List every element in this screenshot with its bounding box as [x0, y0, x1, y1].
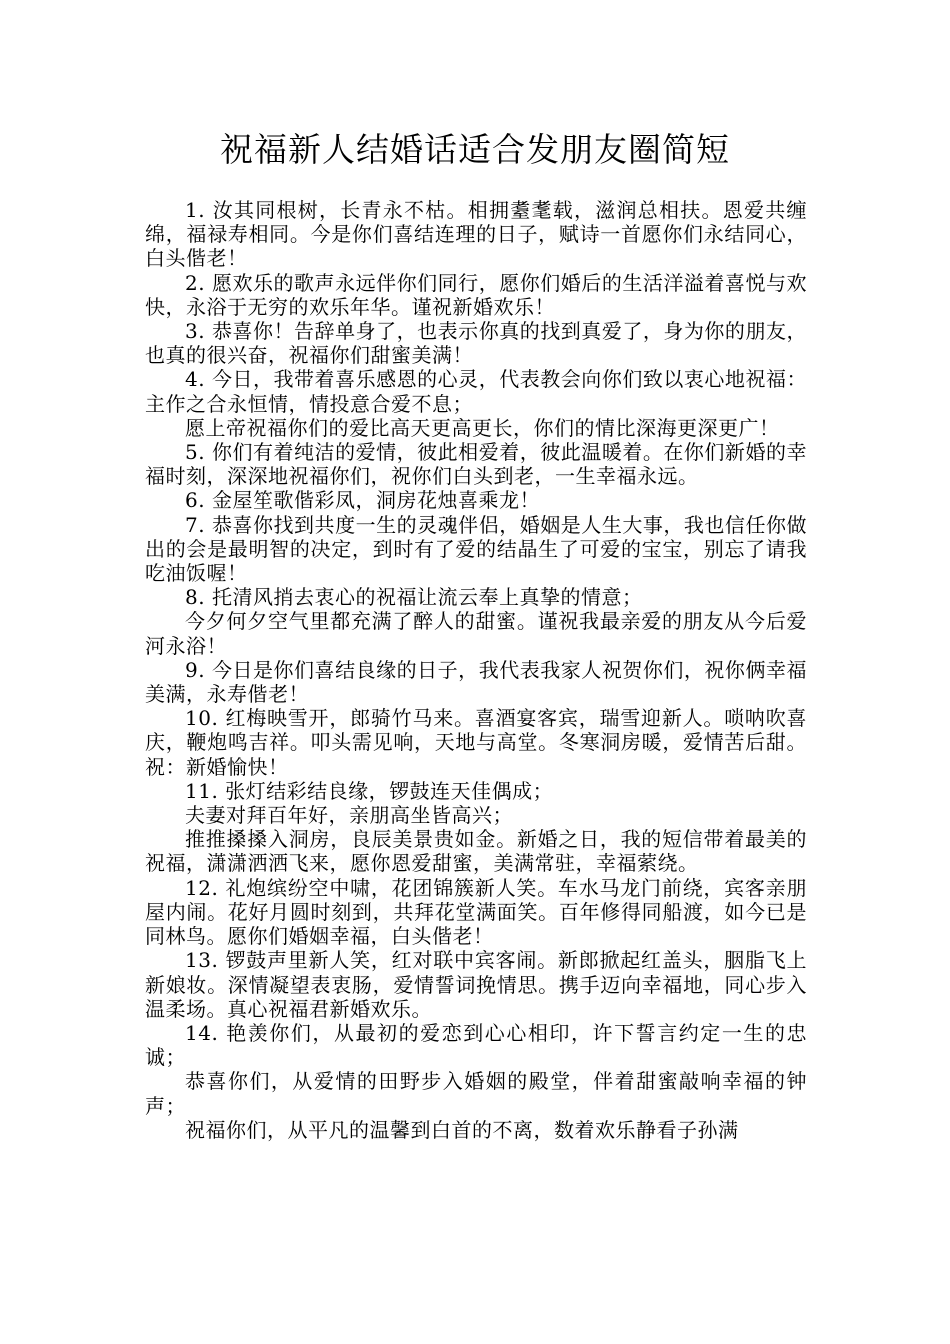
paragraph: 3. 恭喜你！告辞单身了，也表示你真的找到真爱了，身为你的朋友，也真的很兴奋，祝福你们甜蜜美满！ [145, 319, 807, 368]
paragraph: 夫妻对拜百年好，亲朋高坐皆高兴； [185, 803, 513, 828]
paragraph: 愿上帝祝福你们的爱比高天更高更长，你们的情比深海更深更广！ [185, 415, 780, 440]
paragraph: 14. 艳羡你们，从最初的爱恋到心心相印，许下誓言约定一生的忠诚； [145, 1020, 807, 1070]
paragraph: 7. 恭喜你找到共度一生的灵魂伴侣，婚姻是人生大事，我也信任你做出的会是最明智的决定，到时有了爱的结晶生了可爱的宝宝，别忘了请我吃油饭喔！ [145, 512, 807, 586]
paragraph: 恭喜你们，从爱情的田野步入婚姻的殿堂，伴着甜蜜敲响幸福的钟声； [145, 1069, 807, 1118]
paragraph: 10. 红梅映雪开，郎骑竹马来。喜酒宴客宾，瑞雪迎新人。唢呐吹喜庆，鞭炮鸣吉祥。叩头需见响，天地与高堂。冬寒洞房暖，爱情苦后甜。祝：新婚愉快！ [145, 706, 807, 779]
document-body [145, 198, 807, 1142]
paragraph: 1. 汝其同根树，长青永不枯。相拥耋耄载，滋润总相扶。恩爱共缠绵，福禄寿相同。今是你们喜结连理的日子，赋诗一首愿你们永结同心，白头偕老！ [145, 198, 807, 271]
paragraph: 9. 今日是你们喜结良缘的日子，我代表我家人祝贺你们，祝你俩幸福美满，永寿偕老！ [145, 657, 807, 707]
paragraph: 5. 你们有着纯洁的爱情，彼此相爱着，彼此温暖着。在你们新婚的幸福时刻，深深地祝福你们，祝你们白头到老，一生幸福永远。 [145, 440, 807, 489]
paragraph: 祝福你们，从平凡的温馨到白首的不离，数着欢乐静看子孙满 [185, 1117, 739, 1142]
paragraph: 今夕何夕空气里都充满了醉人的甜蜜。谨祝我最亲爱的朋友从今后爱河永浴！ [145, 609, 807, 658]
paragraph: 推推搡搡入洞房，良辰美景贵如金。新婚之日，我的短信带着最美的祝福，潇潇洒洒飞来，愿你恩爱甜蜜，美满常驻，幸福萦绕。 [145, 827, 807, 876]
paragraph: 2. 愿欢乐的歌声永远伴你们同行，愿你们婚后的生活洋溢着喜悦与欢快，永浴于无穷的欢乐年华。谨祝新婚欢乐！ [145, 270, 807, 319]
paragraph: 8. 托清风捎去衷心的祝福让流云奉上真挚的情意； [185, 585, 643, 610]
paragraph: 12. 礼炮缤纷空中啸，花团锦簇新人笑。车水马龙门前绕，宾客亲朋屋内闹。花好月圆时刻到，共拜花堂满面笑。百年修得同船渡，如今已是同林鸟。愿你们婚姻幸福，白头偕老！ [145, 875, 807, 949]
paragraph: 6. 金屋笙歌偕彩凤，洞房花烛喜乘龙！ [185, 488, 540, 513]
paragraph: 11. 张灯结彩结良缘，锣鼓连天佳偶成； [185, 778, 554, 803]
page-title: 祝福新人结婚话适合发朋友圈简短 [220, 130, 730, 169]
paragraph: 4. 今日，我带着喜乐感恩的心灵，代表教会向你们致以衷心地祝福：主作之合永恒情，情投意合爱不息； [145, 367, 807, 416]
paragraph: 13. 锣鼓声里新人笑，红对联中宾客闹。新郎掀起红盖头，胭脂飞上新娘妆。深情凝望表衷肠，爱情誓词挽情思。携手迈向幸福地，同心步入温柔场。真心祝福君新婚欢乐。 [145, 948, 807, 1021]
